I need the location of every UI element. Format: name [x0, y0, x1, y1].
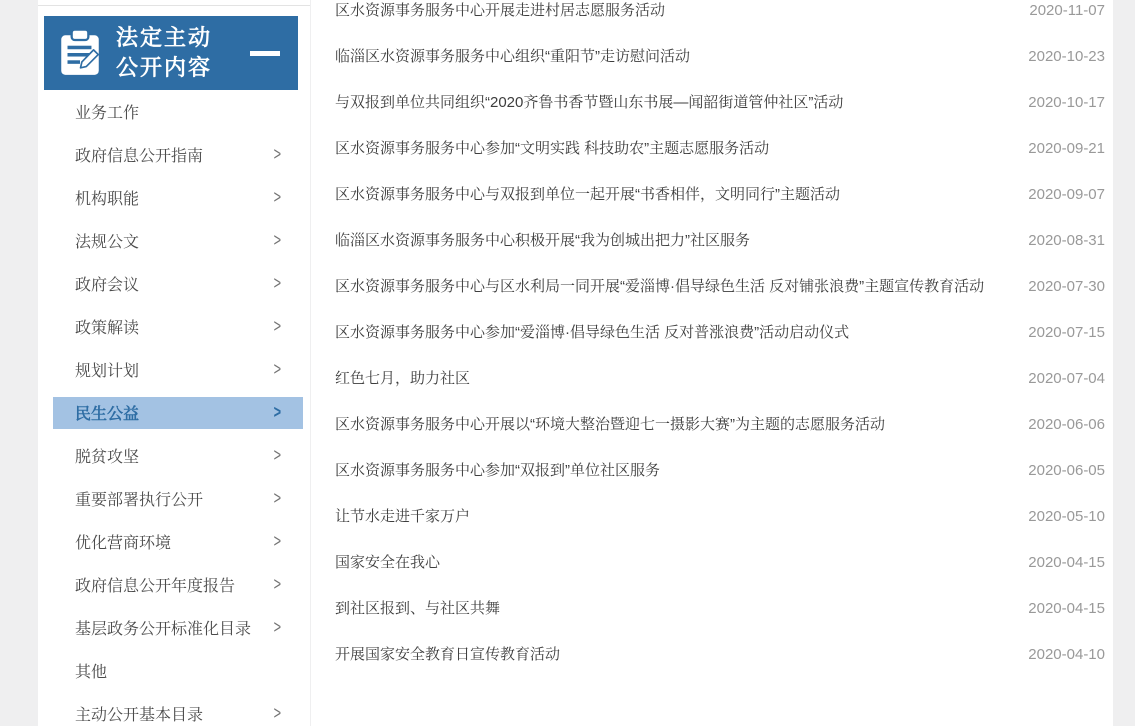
news-item-date: 2020-09-21 [1028, 140, 1105, 157]
news-item-title[interactable]: 与双报到单位共同组织“2020齐鲁书香节暨山东书展—闻韶街道管仲社区”活动 [335, 94, 844, 111]
news-item-date: 2020-04-10 [1028, 646, 1105, 663]
news-item-date: 2020-09-07 [1028, 186, 1105, 203]
sidebar-item[interactable] [38, 348, 310, 391]
news-item-title[interactable]: 到社区报到、与社区共舞 [335, 600, 501, 617]
news-item-title[interactable]: 区水资源事务服务中心参加“文明实践 科技助农”主题志愿服务活动 [335, 140, 770, 157]
sidebar-item-label: 民生公益 [75, 406, 140, 423]
news-item-date: 2020-11-07 [1029, 2, 1105, 19]
chevron-right-icon: > [273, 444, 282, 467]
news-item [335, 448, 1105, 494]
news-item-date: 2020-04-15 [1028, 554, 1105, 571]
news-item-date: 2020-04-15 [1028, 600, 1105, 617]
sidebar-header[interactable] [44, 16, 298, 90]
chevron-right-icon: > [273, 530, 282, 553]
sidebar-item-label: 政府信息公开年度报告 [75, 578, 236, 595]
news-item-title[interactable]: 临淄区水资源事务服务中心积极开展“我为创城出把力”社区服务 [335, 232, 750, 249]
minus-icon[interactable] [250, 51, 280, 56]
chevron-right-icon: > [273, 315, 282, 338]
sidebar-item[interactable] [38, 219, 310, 262]
sidebar-item-label: 重要部署执行公开 [75, 492, 204, 509]
sidebar-item-label: 政策解读 [75, 320, 140, 337]
news-item-title[interactable]: 临淄区水资源事务服务中心组织“重阳节”走访慰问活动 [335, 48, 690, 65]
news-item-title[interactable]: 区水资源事务服务中心与双报到单位一起开展“书香相伴，文明同行”主题活动 [335, 186, 840, 203]
chevron-right-icon: > [273, 143, 282, 166]
sidebar-item[interactable] [38, 133, 310, 176]
sidebar-item-label: 法规公文 [75, 234, 140, 251]
news-item [335, 126, 1105, 172]
sidebar-item[interactable] [38, 606, 310, 649]
news-item-date: 2020-07-15 [1028, 324, 1105, 341]
news-item-title[interactable]: 区水资源事务服务中心开展走进村居志愿服务活动 [335, 2, 666, 19]
news-item-title[interactable]: 区水资源事务服务中心参加“双报到”单位社区服务 [335, 462, 660, 479]
news-item-date: 2020-07-30 [1028, 278, 1105, 295]
sidebar-item-label: 脱贫攻坚 [75, 449, 140, 466]
news-item-date: 2020-05-10 [1028, 508, 1105, 525]
main-content [311, 0, 1113, 726]
news-item-date: 2020-08-31 [1028, 232, 1105, 249]
news-item-title[interactable]: 国家安全在我心 [335, 554, 441, 571]
chevron-right-icon: > [273, 272, 282, 295]
sidebar-item-label: 其他 [75, 664, 108, 681]
news-item [335, 356, 1105, 402]
sidebar-item[interactable] [38, 692, 310, 726]
news-item [335, 402, 1105, 448]
sidebar-header-title-line2: 公开内容 [116, 55, 213, 80]
news-item-title[interactable]: 区水资源事务服务中心参加“爱淄博·倡导绿色生活 反对普涨浪费”活动启动仪式 [335, 324, 850, 341]
chevron-right-icon: > [273, 702, 282, 725]
sidebar-item-label: 优化营商环境 [75, 535, 172, 552]
news-item-date: 2020-06-06 [1028, 416, 1105, 433]
news-item-title[interactable]: 让节水走进千家万户 [335, 508, 471, 525]
sidebar-item[interactable] [38, 649, 310, 692]
news-item [335, 34, 1105, 80]
news-item-title[interactable]: 红色七月，助力社区 [335, 370, 471, 387]
news-item [335, 586, 1105, 632]
sidebar-item[interactable] [38, 90, 310, 133]
sidebar-item-label: 业务工作 [75, 105, 140, 122]
sidebar-item-label: 政府信息公开指南 [75, 148, 204, 165]
chevron-right-icon: > [273, 487, 282, 510]
sidebar-menu [38, 90, 310, 726]
news-item [335, 632, 1105, 678]
chevron-right-icon: > [273, 229, 282, 252]
sidebar-item-label: 主动公开基本目录 [75, 707, 204, 724]
news-item [335, 264, 1105, 310]
clipboard-pencil-icon [58, 28, 102, 78]
sidebar [38, 0, 310, 726]
sidebar-item-label: 政府会议 [75, 277, 140, 294]
news-item [335, 494, 1105, 540]
chevron-right-icon: > [273, 573, 282, 596]
chevron-right-icon: > [273, 401, 282, 424]
chevron-right-icon: > [273, 616, 282, 639]
sidebar-header-title [116, 23, 212, 83]
sidebar-item[interactable] [38, 176, 310, 219]
news-item [335, 310, 1105, 356]
sidebar-item[interactable] [38, 434, 310, 477]
news-item-date: 2020-07-04 [1028, 370, 1105, 387]
sidebar-item[interactable] [38, 563, 310, 606]
sidebar-header-title-line1: 法定主动 [116, 25, 213, 50]
sidebar-item[interactable] [38, 305, 310, 348]
sidebar-top-divider [38, 5, 310, 6]
news-item [335, 80, 1105, 126]
news-item [335, 0, 1105, 34]
sidebar-item[interactable] [38, 262, 310, 305]
sidebar-item-label: 基层政务公开标准化目录 [75, 621, 252, 638]
news-list [311, 0, 1113, 678]
sidebar-item[interactable] [53, 397, 303, 429]
sidebar-item[interactable] [38, 477, 310, 520]
news-item [335, 540, 1105, 586]
news-item [335, 218, 1105, 264]
news-item-title[interactable]: 开展国家安全教育日宣传教育活动 [335, 646, 561, 663]
news-item-title[interactable]: 区水资源事务服务中心开展以“环境大整治暨迎七一摄影大赛”为主题的志愿服务活动 [335, 416, 885, 433]
chevron-right-icon: > [273, 358, 282, 381]
news-item [335, 172, 1105, 218]
news-item-date: 2020-10-23 [1028, 48, 1105, 65]
sidebar-item-label: 机构职能 [75, 191, 140, 208]
sidebar-item[interactable] [38, 520, 310, 563]
news-item-title[interactable]: 区水资源事务服务中心与区水利局一同开展“爱淄博·倡导绿色生活 反对铺张浪费”主题宣传教育活动 [335, 278, 985, 295]
sidebar-item-label: 规划计划 [75, 363, 140, 380]
news-item-date: 2020-10-17 [1028, 94, 1105, 111]
chevron-right-icon: > [273, 186, 282, 209]
news-item-date: 2020-06-05 [1028, 462, 1105, 479]
